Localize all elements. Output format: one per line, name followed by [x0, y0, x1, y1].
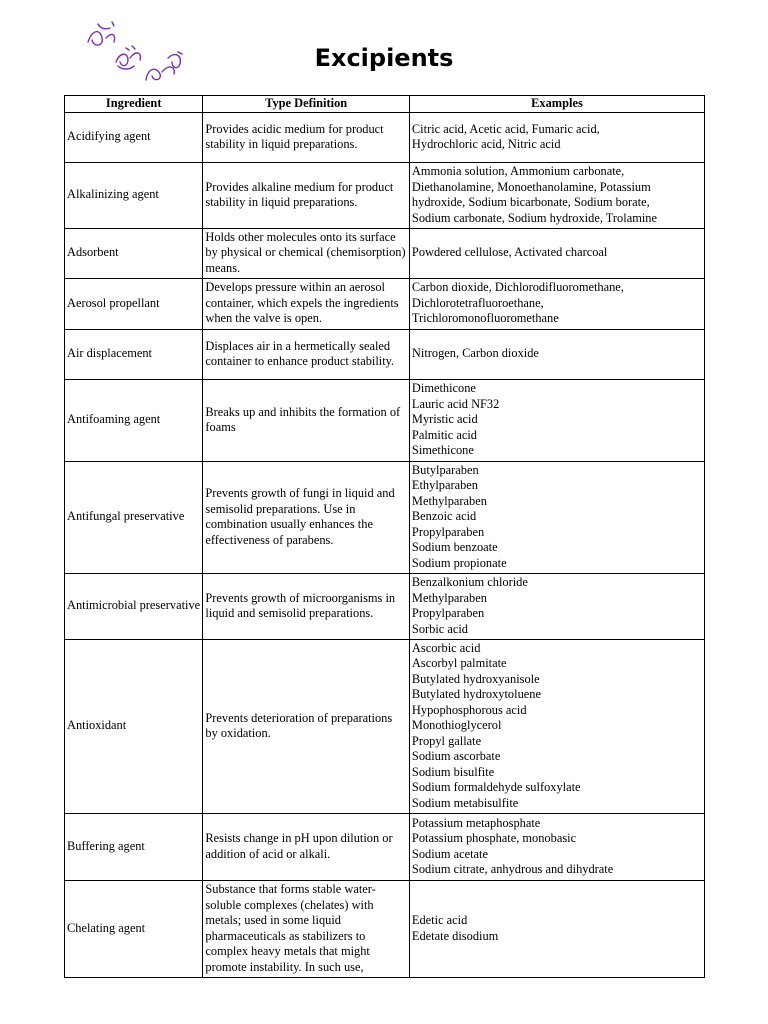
definition-cell: Provides alkaline medium for product stability in liquid preparations. — [203, 162, 410, 228]
examples-cell: Ascorbic acid Ascorbyl palmitate Butylated hydroxyanisole Butylated hydroxytoluene Hypophosphorous acid Monothioglycerol Propyl gallate Sodium ascorbate Sodium bisulfite Sodium formaldehyde sulfoxylate Sodium metabisulfite — [409, 639, 704, 813]
examples-cell: Ammonia solution, Ammonium carbonate, Diethanolamine, Monoethanolamine, Potassium hydroxide, Sodium bicarbonate, Sodium borate, Sodium carbonate, Sodium hydroxide, Trolamine — [409, 162, 704, 228]
ingredient-cell: Chelating agent — [65, 880, 203, 977]
definition-cell: Resists change in pH upon dilution or addition of acid or alkali. — [203, 813, 410, 880]
examples-cell: Potassium metaphosphate Potassium phosphate, monobasic Sodium acetate Sodium citrate, anhydrous and dihydrate — [409, 813, 704, 880]
excipients-table — [64, 95, 705, 978]
examples-cell: Butylparaben Ethylparaben Methylparaben Benzoic acid Propylparaben Sodium benzoate Sodium propionate — [409, 461, 704, 573]
table-row — [65, 379, 705, 461]
table-row — [65, 639, 705, 813]
ingredient-cell: Antioxidant — [65, 639, 203, 813]
examples-cell: Benzalkonium chloride Methylparaben Propylparaben Sorbic acid — [409, 573, 704, 639]
header-type-definition: Type Definition — [203, 96, 410, 113]
examples-cell: Citric acid, Acetic acid, Fumaric acid, Hydrochloric acid, Nitric acid — [409, 112, 704, 162]
ingredient-cell: Air displacement — [65, 329, 203, 379]
table-row — [65, 813, 705, 880]
examples-cell: Edetic acid Edetate disodium — [409, 880, 704, 977]
ingredient-cell: Buffering agent — [65, 813, 203, 880]
page-title: Excipients — [314, 44, 454, 72]
table-row — [65, 573, 705, 639]
examples-cell: Carbon dioxide, Dichlorodifluoromethane, Dichlorotetrafluoroethane, Trichloromonofluoromethane — [409, 278, 704, 329]
definition-cell: Displaces air in a hermetically sealed container to enhance product stability. — [203, 329, 410, 379]
definition-cell: Substance that forms stable water-soluble complexes (chelates) with metals; used in some liquid pharmaceuticals as stabilizers to complex heavy metals that might promote instability. In such use, — [203, 880, 410, 977]
ingredient-cell: Aerosol propellant — [65, 278, 203, 329]
definition-cell: Prevents deterioration of preparations by oxidation. — [203, 639, 410, 813]
table-row — [65, 461, 705, 573]
ingredient-cell: Antifungal preservative — [65, 461, 203, 573]
definition-cell: Prevents growth of microorganisms in liquid and semisolid preparations. — [203, 573, 410, 639]
table-row — [65, 278, 705, 329]
ingredient-cell: Alkalinizing agent — [65, 162, 203, 228]
table-row — [65, 880, 705, 977]
ingredient-cell: Antifoaming agent — [65, 379, 203, 461]
ingredient-cell: Antimicrobial preservative — [65, 573, 203, 639]
table-row — [65, 112, 705, 162]
definition-cell: Prevents growth of fungi in liquid and semisolid preparations. Use in combination usually enhances the effectiveness of parabens. — [203, 461, 410, 573]
table-row — [65, 329, 705, 379]
ingredient-cell: Adsorbent — [65, 228, 203, 278]
ingredient-cell: Acidifying agent — [65, 112, 203, 162]
definition-cell: Holds other molecules onto its surface by physical or chemical (chemisorption) means. — [203, 228, 410, 278]
examples-cell: Powdered cellulose, Activated charcoal — [409, 228, 704, 278]
examples-cell: Dimethicone Lauric acid NF32 Myristic acid Palmitic acid Simethicone — [409, 379, 704, 461]
table-header-row — [65, 96, 705, 113]
examples-cell: Nitrogen, Carbon dioxide — [409, 329, 704, 379]
definition-cell: Develops pressure within an aerosol container, which expels the ingredients when the valve is open. — [203, 278, 410, 329]
definition-cell: Breaks up and inhibits the formation of foams — [203, 379, 410, 461]
definition-cell: Provides acidic medium for product stability in liquid preparations. — [203, 112, 410, 162]
table-row — [65, 162, 705, 228]
table-row — [65, 228, 705, 278]
header-ingredient: Ingredient — [65, 96, 203, 113]
header-examples: Examples — [409, 96, 704, 113]
